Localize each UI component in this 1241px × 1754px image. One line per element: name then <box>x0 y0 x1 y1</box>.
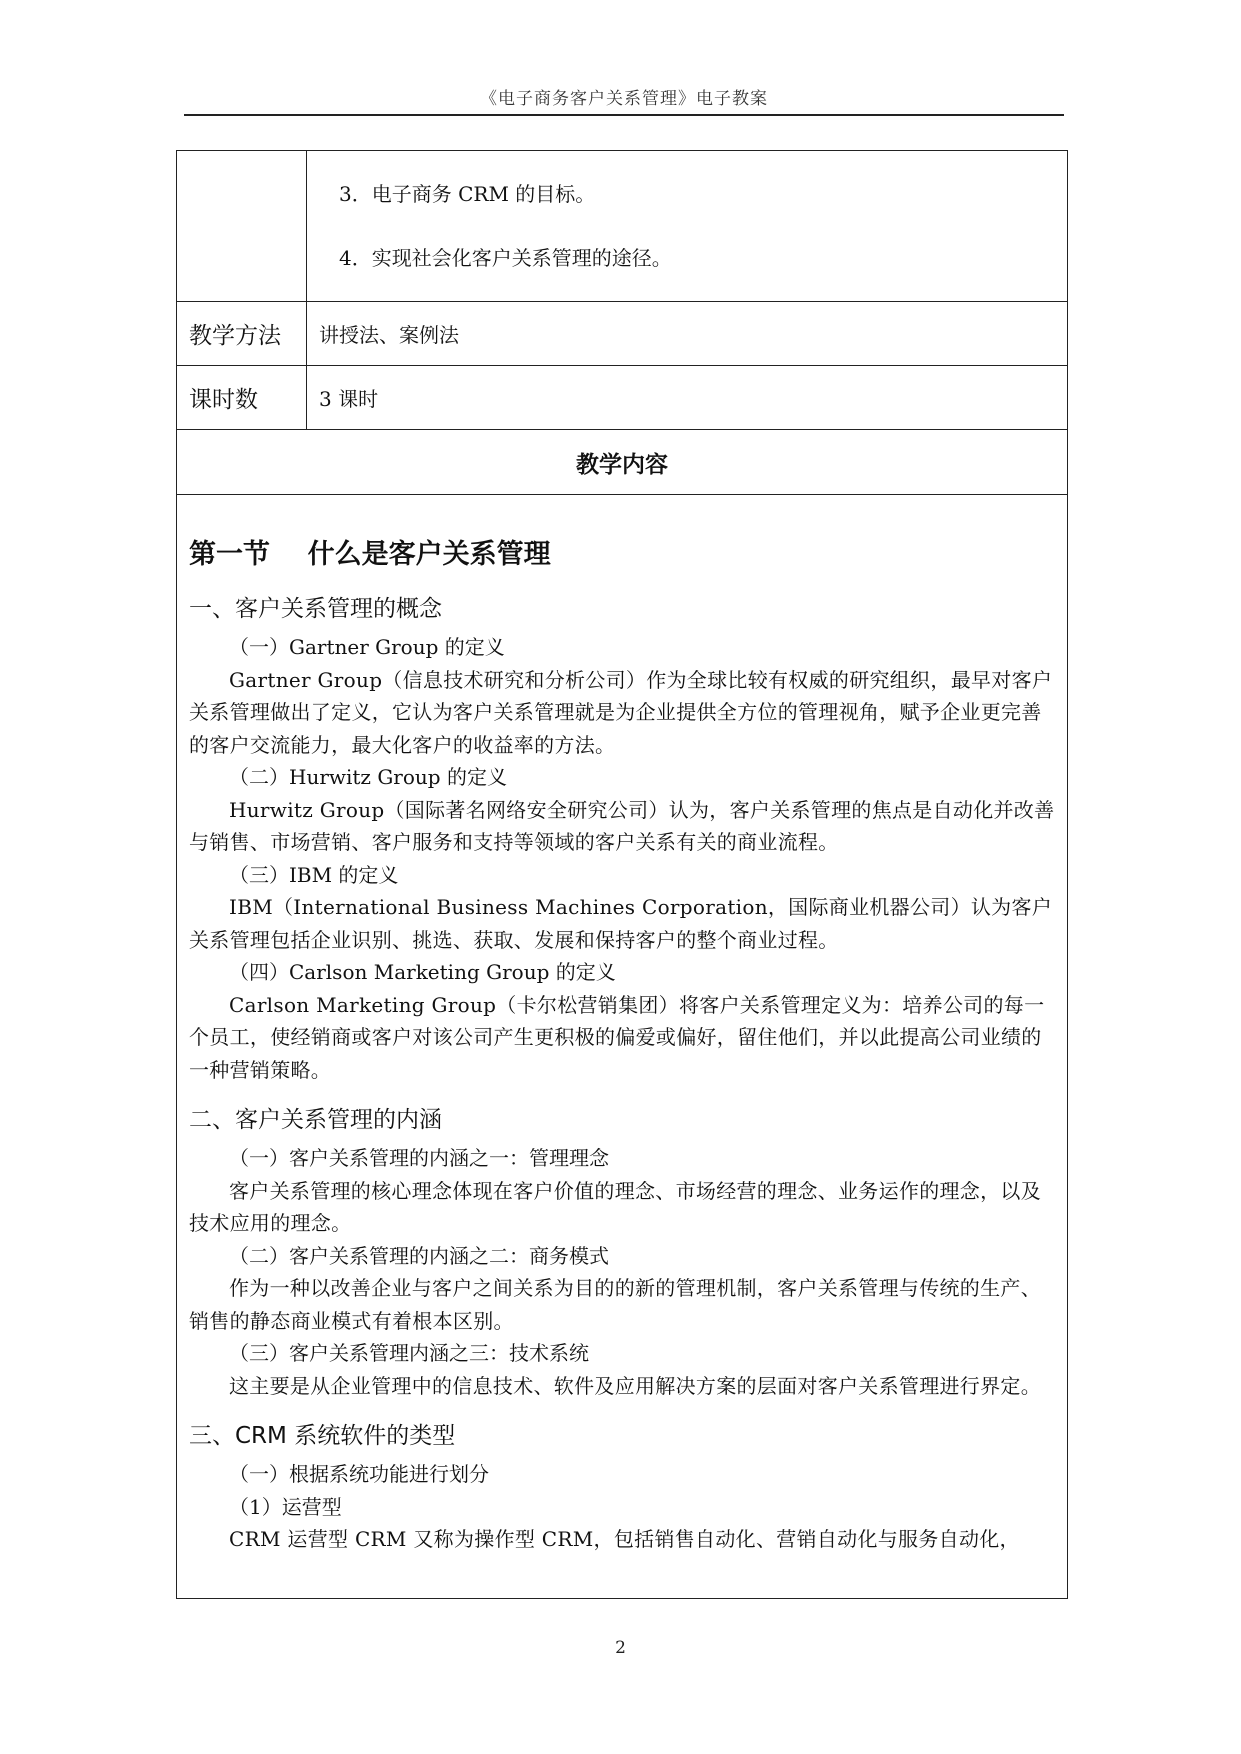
paragraph-management-concept: 客户关系管理的核心理念体现在客户价值的理念、市场经营的理念、业务运作的理念，以及技术应用的理念。 <box>189 1178 1041 1235</box>
paragraph-gartner: Gartner Group（信息技术研究和分析公司）作为全球比较有权威的研究组织，最早对客户关系管理做出了定义，它认为客户关系管理就是为企业提供全方位的管理视角，赋予企业更完善的客户交流能力，最大化客户的收益率的方法。 <box>189 667 1053 757</box>
subheading-carlson: （四）Carlson Marketing Group 的定义 <box>229 960 616 984</box>
paragraph-operational: CRM 运营型 CRM 又称为操作型 CRM，包括销售自动化、营销自动化与服务自动化， <box>229 1527 1020 1551</box>
subheading-technical-system: （三）客户关系管理内涵之三：技术系统 <box>229 1341 589 1365</box>
subheading-management-concept: （一）客户关系管理的内涵之一：管理理念 <box>229 1146 609 1170</box>
subheading-business-model: （二）客户关系管理的内涵之二：商务模式 <box>229 1243 609 1268</box>
subheading-gartner: （一）Gartner Group 的定义 <box>229 635 505 659</box>
subheading-by-function: （一）根据系统功能进行划分 <box>229 1462 489 1486</box>
paragraph-ibm: IBM（International Business Machines Corporation，国际商业机器公司）认为客户关系管理包括企业识别、挑选、获取、发展和保持客户的整个商业过程。 <box>189 895 1053 952</box>
objectives-cell <box>307 151 1068 302</box>
subheading-ibm: （三）IBM 的定义 <box>229 862 399 887</box>
paragraph-technical-system: 这主要是从企业管理中的信息技术、软件及应用解决方案的层面对客户关系管理进行界定。 <box>229 1373 1041 1398</box>
hours-value: 3 课时 <box>307 366 1068 430</box>
hours-label: 课时数 <box>177 366 307 430</box>
header-rule <box>184 114 1064 116</box>
objectives-label-cell <box>177 151 307 302</box>
objectives-row <box>177 151 1068 302</box>
objective-item-3: 3．电子商务 CRM 的目标。 <box>339 182 596 206</box>
subheading-operational: （1）运营型 <box>229 1494 342 1519</box>
hours-row <box>177 366 1068 430</box>
running-header: 《电子商务客户关系管理》电子教案 <box>480 89 768 109</box>
heading-concept: 一、客户关系管理的概念 <box>189 596 442 622</box>
heading-crm-types: 三、CRM 系统软件的类型 <box>189 1423 456 1449</box>
paragraph-hurwitz: Hurwitz Group（国际著名网络安全研究公司）认为，客户关系管理的焦点是自动化并改善与销售、市场营销、客户服务和支持等领域的客户关系有关的商业流程。 <box>189 797 1055 854</box>
subheading-hurwitz: （二）Hurwitz Group 的定义 <box>229 765 507 789</box>
section-title: 第一节 什么是客户关系管理 <box>189 539 551 570</box>
paragraph-carlson: Carlson Marketing Group（卡尔松营销集团）将客户关系管理定义为：培养公司的每一个员工，使经销商或客户对该公司产生更积极的偏爱或偏好，留住他们，并以此提高公司业绩的一种营销策略。 <box>189 992 1045 1082</box>
content-header: 教学内容 <box>177 430 1068 495</box>
method-value: 讲授法、案例法 <box>307 302 1068 366</box>
heading-connotation: 二、客户关系管理的内涵 <box>189 1107 442 1133</box>
method-row <box>177 302 1068 366</box>
objective-item-4: 4．实现社会化客户关系管理的途径。 <box>339 246 672 270</box>
content-header-row <box>177 430 1068 495</box>
content-row <box>177 495 1068 1599</box>
content-cell <box>177 495 1068 1599</box>
lesson-plan-table <box>176 150 1068 1599</box>
paragraph-business-model: 作为一种以改善企业与客户之间关系为目的的新的管理机制，客户关系管理与传统的生产、销售的静态商业模式有着根本区别。 <box>189 1276 1041 1333</box>
page-number: 2 <box>615 1638 626 1658</box>
method-label: 教学方法 <box>177 302 307 366</box>
